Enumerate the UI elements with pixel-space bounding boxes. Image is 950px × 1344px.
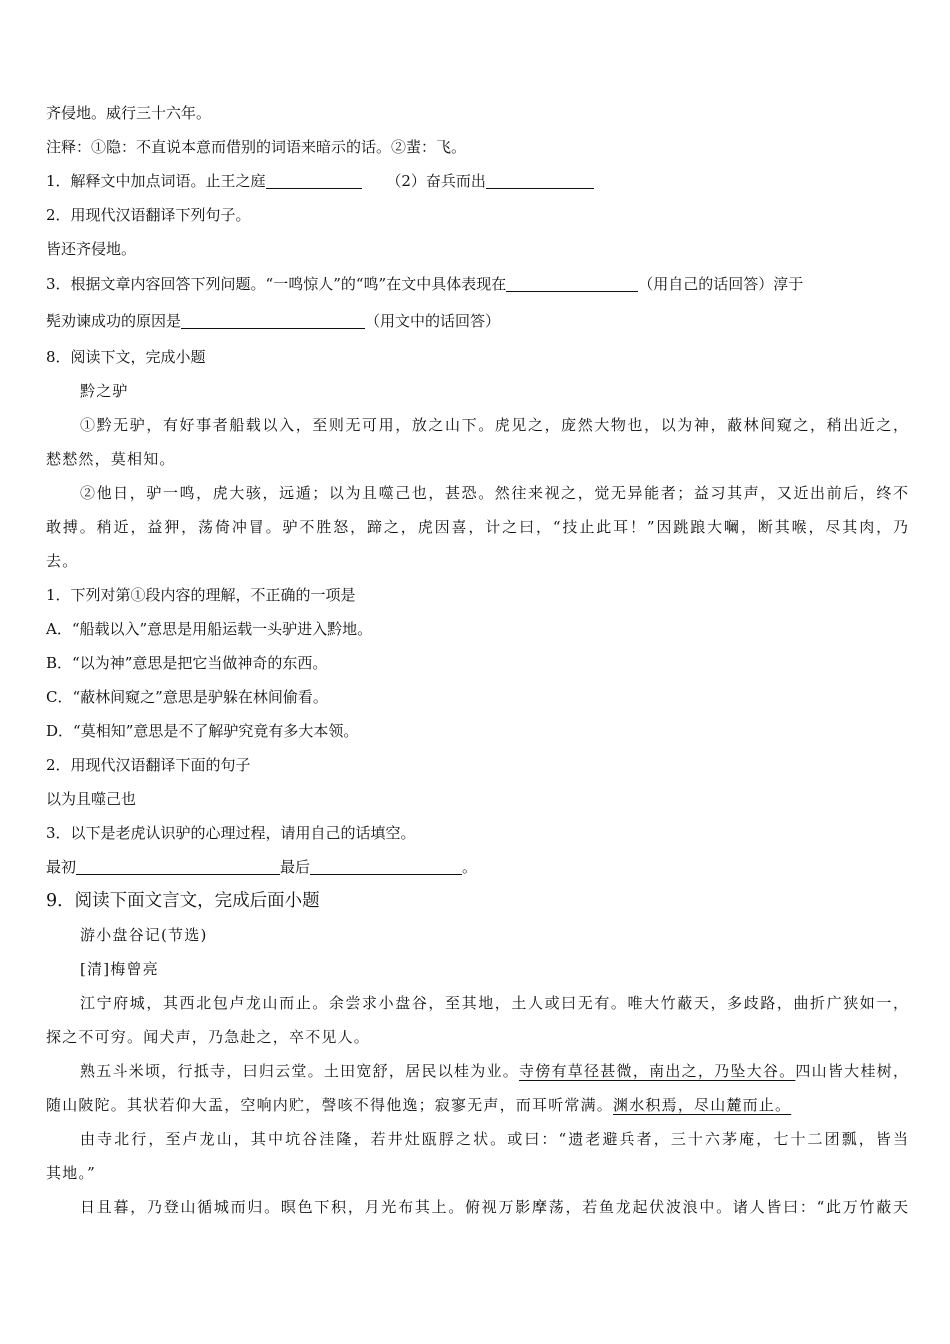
- passage-title: 游小盘谷记(节选): [80, 926, 208, 944]
- sub-question-1: 1．下列对第①段内容的理解，不正确的一项是: [46, 586, 356, 604]
- translation-sentence: 皆还齐侵地。: [46, 240, 137, 258]
- underlined-sentence: 寺傍有草径甚微，南出之，乃坠大谷。: [519, 1062, 796, 1080]
- passage-title: 黔之驴: [80, 382, 129, 400]
- answer-blank[interactable]: [506, 274, 638, 292]
- sub-question-2: 2．用现代汉语翻译下面的句子: [46, 756, 251, 774]
- question-8-heading: 8．阅读下文，完成小题: [46, 348, 206, 366]
- question-3-continued: 髡劝谏成功的原因是 （用文中的话回答）: [46, 312, 501, 330]
- passage-paragraph-1-end: 慭慭然，莫相知。: [46, 450, 176, 468]
- passage-paragraph-2: 熟五斗米顷，行抵寺，曰归云堂。土田宽舒，居民以桂为业。寺傍有草径甚微，南出之，乃坠大谷。四山皆大桂树，: [80, 1062, 908, 1080]
- translation-sentence: 以为且噬己也: [46, 790, 137, 808]
- passage-paragraph-4: 日且暮，乃登山循城而归。暝色下积，月光布其上。俯视万影摩荡，若鱼龙起伏波浪中。诸人皆曰：“此万竹蔽天: [80, 1198, 908, 1216]
- option-b[interactable]: B．“以为神”意思是把它当做神奇的东西。: [46, 654, 328, 672]
- passage-paragraph-2-cont: 随山陂陀。其状若仰大盂，空响内贮，謦咳不得他逸；寂寥无声，而耳听常满。渊水积焉，尽山麓而止。: [46, 1096, 792, 1114]
- text-line: 齐侵地。威行三十六年。: [46, 104, 212, 122]
- option-a[interactable]: A．“船载以入”意思是用船运载一头驴进入黔地。: [46, 620, 373, 638]
- passage-paragraph-2-cont: 敢搏。稍近，益狎，荡倚冲冒。驴不胜怒，蹄之，虎因喜，计之曰，“技止此耳！”因跳踉大㘎，断其喉，尽其肉，乃: [46, 518, 908, 536]
- passage-paragraph-1: 江宁府城，其西北包卢龙山而止。余尝求小盘谷，至其地，土人或曰无有。唯大竹蔽天，多歧路，曲折广狭如一，: [80, 994, 908, 1012]
- passage-author: [清]梅曾亮: [80, 960, 159, 978]
- option-d[interactable]: D．“莫相知”意思是不了解驴究竟有多大本领。: [46, 722, 359, 740]
- underlined-sentence: 渊水积焉，尽山麓而止。: [613, 1096, 792, 1114]
- passage-paragraph-2-end: 去。: [46, 552, 79, 570]
- question-3: 3．根据文章内容回答下列问题。“一鸣惊人”的“鸣”在文中具体表现在 （用自己的话回答）淳于: [46, 275, 804, 293]
- annotation-note: 注释：①隐：不直说本意而借别的词语来暗示的话。②蜚：飞。: [46, 138, 467, 156]
- passage-paragraph-1: ①黔无驴，有好事者船载以入，至则无可用，放之山下。虎见之，庞然大物也，以为神，蔽林间窥之，稍出近之，: [80, 416, 908, 434]
- answer-blank[interactable]: [76, 857, 280, 875]
- document-page: [46, 96, 908, 1224]
- answer-blank[interactable]: [181, 311, 365, 329]
- option-c[interactable]: C．“蔽林间窥之”意思是驴躲在林间偷看。: [46, 688, 328, 706]
- passage-paragraph-3-end: 其地。”: [46, 1164, 96, 1182]
- passage-paragraph-2: ②他日，驴一鸣，虎大骇，远遁；以为且噬己也，甚恐。然往来视之，觉无异能者；益习其声，又近出前后，终不: [80, 484, 908, 502]
- fill-blank-line: 最初 最后 。: [46, 858, 478, 876]
- question-9-heading: 9．阅读下面文言文，完成后面小题: [46, 891, 320, 911]
- answer-blank[interactable]: [310, 857, 462, 875]
- question-2: 2．用现代汉语翻译下列句子。: [46, 206, 251, 224]
- sub-question-3: 3．以下是老虎认识驴的心理过程，请用自己的话填空。: [46, 824, 416, 842]
- passage-paragraph-3: 由寺北行，至卢龙山，其中坑谷洼隆，若井灶瓯脬之状。或曰：“遗老避兵者，三十六茅庵，七十二团瓢，皆当: [80, 1130, 908, 1148]
- passage-paragraph-1-end: 探之不可穷。闻犬声，乃急赴之，卒不见人。: [46, 1028, 371, 1046]
- answer-blank[interactable]: [266, 171, 362, 189]
- question-1-fill-blank: 1．解释文中加点词语。止王之庭 （2）奋兵而出: [46, 164, 908, 198]
- answer-blank[interactable]: [486, 171, 594, 189]
